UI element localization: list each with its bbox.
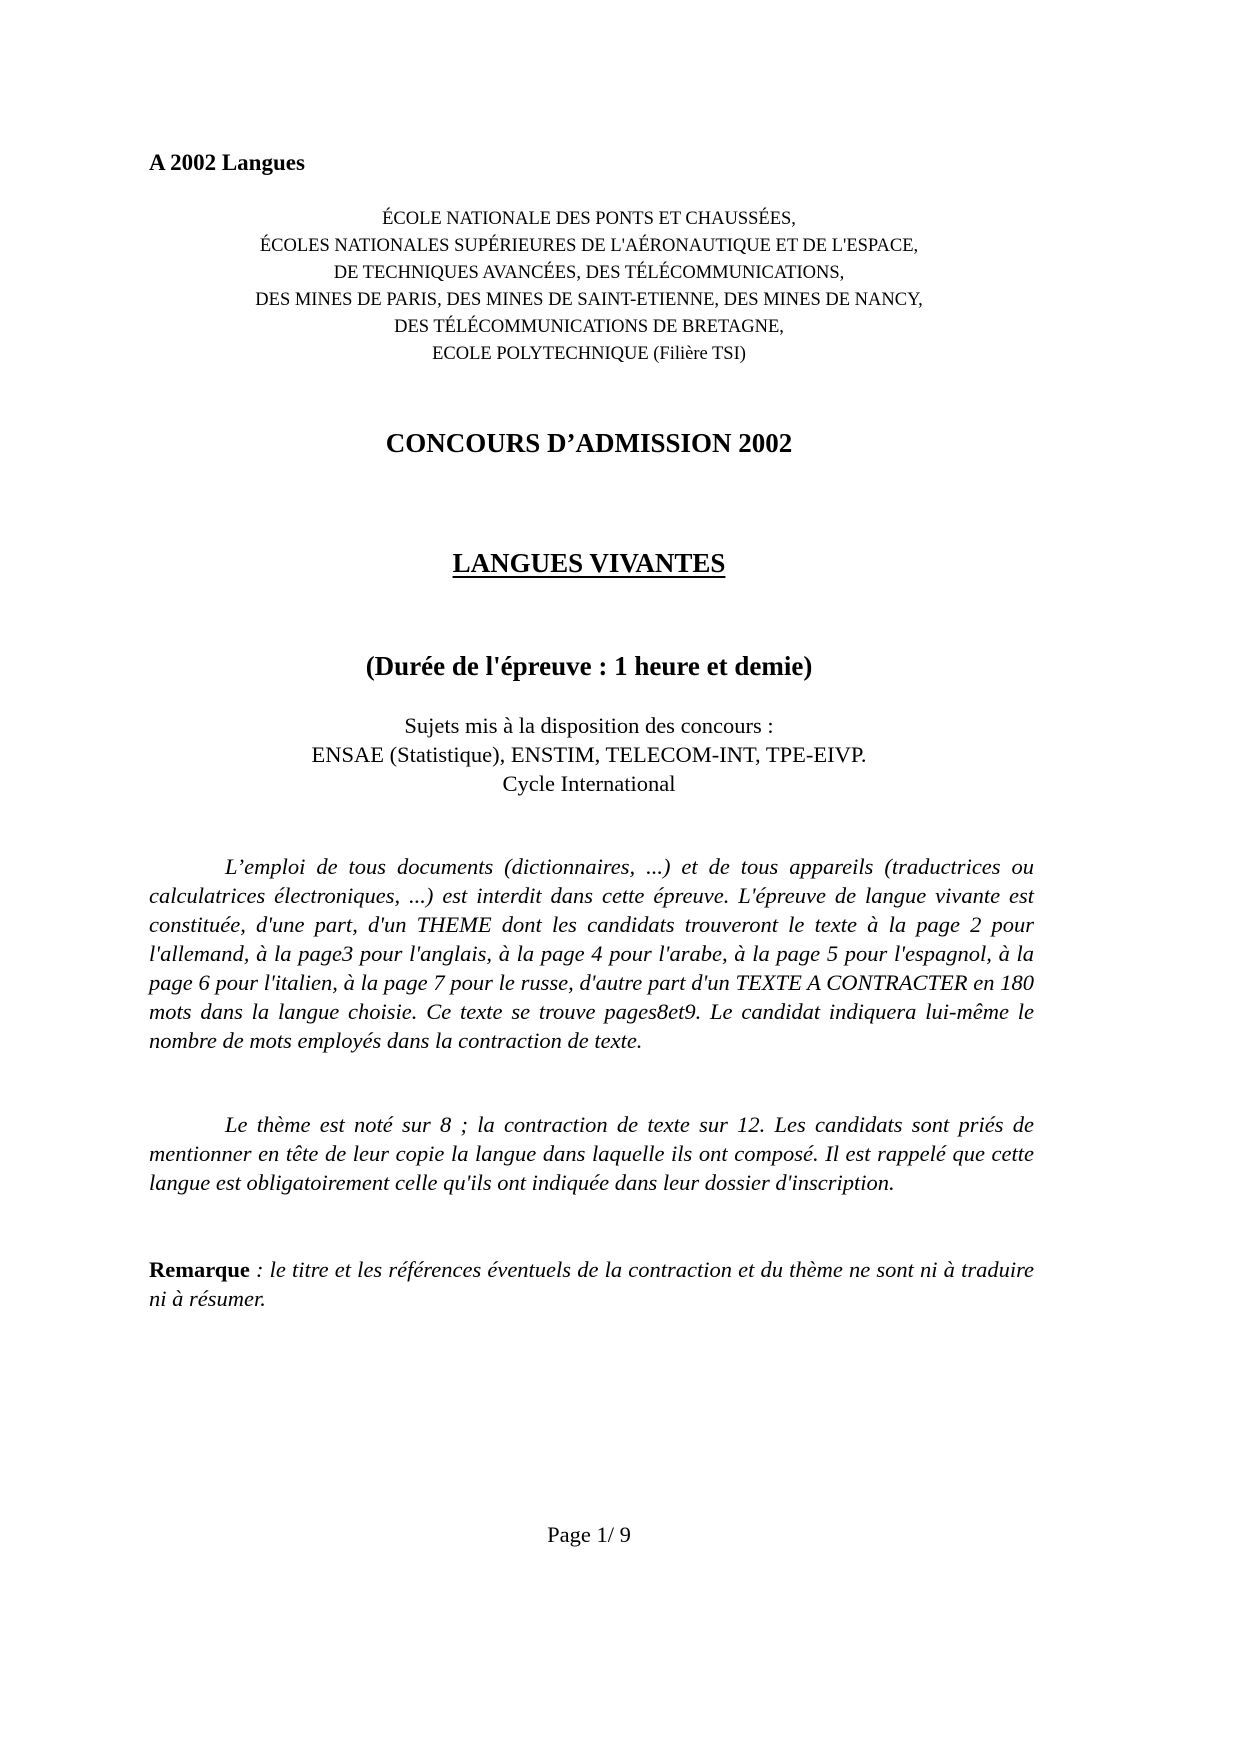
subject-title: LANGUES VIVANTES [452, 548, 726, 578]
remark-text: : le titre et les références éventuels de la contraction et du thème ne sont ni à traduire ni à résumer. [149, 1257, 1034, 1311]
instructions-paragraph: L’emploi de tous documents (dictionnaires, ...) et de tous appareils (traductrices ou calculatrices électroniques, ...) est interdit dans cette épreuve. L'épreuve de langue vivante est constituée, d'une part, d'un THEME dont les candidats trouveront le texte à la page 2 pour l'allemand, à la page3 pour l'anglais, à la page 4 pour l'arabe, à la page 5 pour l'espagnol, à la page 6 pour l'italien, à la page 7 pour le russe, d'autre part d'un TEXTE A CONTRACTER en 180 mots dans la langue choisie. Ce texte se trouve pages8et9. Le candidat indiquera lui-même le nombre de mots employés dans la contraction de texte. [149, 854, 1034, 1053]
available-contests [0, 711, 1178, 798]
school-list [0, 206, 1178, 368]
available-line: Cycle International [502, 771, 676, 796]
school-line: ÉCOLES NATIONALES SUPÉRIEURES DE L'AÉRONAUTIQUE ET DE L'ESPACE, [259, 236, 919, 256]
school-line: ÉCOLE NATIONALE DES PONTS ET CHAUSSÉES, [382, 209, 796, 229]
school-line: DES TÉLÉCOMMUNICATIONS DE BRETAGNE, [394, 317, 784, 337]
grading-paragraph: Le thème est noté sur 8 ; la contraction de texte sur 12. Les candidats sont priés de mentionner en tête de leur copie la langue dans laquelle ils ont composé. Il est rappelé que cette langue est obligatoirement celle qu'ils ont indiquée dans leur dossier d'inscription. [149, 1112, 1034, 1195]
school-line: DE TECHNIQUES AVANCÉES, DES TÉLÉCOMMUNICATIONS, [333, 263, 845, 283]
exam-duration: (Durée de l'épreuve : 1 heure et demie) [365, 651, 813, 681]
school-line: DES MINES DE PARIS, DES MINES DE SAINT-ETIENNE, DES MINES DE NANCY, [255, 290, 923, 310]
remark-paragraph [149, 1255, 1034, 1313]
available-line: Sujets mis à la disposition des concours : [404, 713, 774, 738]
page-number: Page 1/ 9 [547, 1522, 631, 1547]
contest-title: CONCOURS D’ADMISSION 2002 [385, 428, 793, 458]
exam-code: A 2002 Langues [149, 150, 305, 175]
remark-label: Remarque [149, 1257, 250, 1282]
school-line: ECOLE POLYTECHNIQUE (Filière TSI) [432, 344, 746, 364]
available-line: ENSAE (Statistique), ENSTIM, TELECOM-INT, TPE-EIVP. [311, 742, 867, 767]
